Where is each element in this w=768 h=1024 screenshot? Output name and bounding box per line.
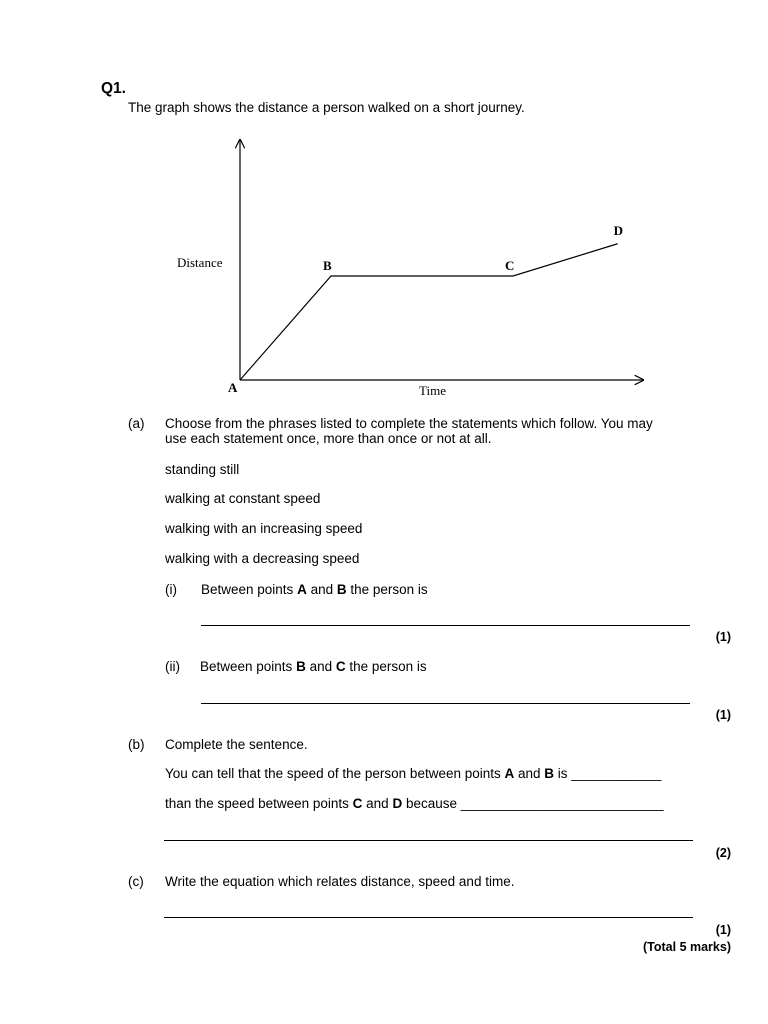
- point-label-b: B: [323, 258, 332, 273]
- part-a-i-label: (i): [165, 582, 177, 597]
- marks-c: (1): [715, 923, 731, 937]
- part-b-sentence-2: than the speed between points C and D because ___________________________: [165, 796, 664, 811]
- part-c-instruction: Write the equation which relates distance, speed and time.: [165, 874, 515, 889]
- part-a-ii-text: Between points B and C the person is: [200, 659, 427, 674]
- answer-line-c[interactable]: [164, 917, 693, 918]
- part-c-label: (c): [128, 874, 144, 889]
- point-label-c: C: [505, 258, 515, 273]
- part-a-line1: Choose from the phrases listed to complete the statements which follow. You may: [165, 416, 653, 431]
- answer-line-a-ii[interactable]: [201, 703, 690, 704]
- marks-a-i: (1): [715, 630, 731, 644]
- answer-line-a-i[interactable]: [201, 625, 690, 626]
- phrase-3: walking with an increasing speed: [165, 521, 363, 536]
- part-b-label: (b): [128, 737, 145, 752]
- point-label-d: D: [613, 222, 624, 238]
- phrase-2: walking at constant speed: [165, 491, 321, 506]
- phrase-1: standing still: [165, 462, 240, 477]
- answer-line-b[interactable]: [164, 840, 693, 841]
- part-a-label: (a): [128, 416, 145, 431]
- part-b-sentence-1: You can tell that the speed of the person between points A and B is ____________: [165, 766, 662, 781]
- part-b-instruction: Complete the sentence.: [165, 737, 308, 752]
- marks-a-ii: (1): [715, 708, 731, 722]
- total-marks: (Total 5 marks): [643, 940, 731, 954]
- question-number: Q1.: [101, 80, 126, 97]
- marks-b: (2): [715, 846, 731, 860]
- journey-line: [240, 244, 618, 380]
- question-intro: The graph shows the distance a person walked on a short journey.: [128, 100, 525, 115]
- point-label-a: A: [228, 380, 238, 395]
- x-axis-label: Time: [419, 383, 446, 398]
- part-a-i-text: Between points A and B the person is: [201, 582, 428, 597]
- point-labels: [228, 223, 623, 395]
- phrase-4: walking with a decreasing speed: [165, 551, 360, 566]
- y-axis-label: Distance: [177, 255, 223, 270]
- part-a-ii-label: (ii): [165, 659, 180, 674]
- part-a-line2: use each statement once, more than once or not at all.: [165, 431, 492, 446]
